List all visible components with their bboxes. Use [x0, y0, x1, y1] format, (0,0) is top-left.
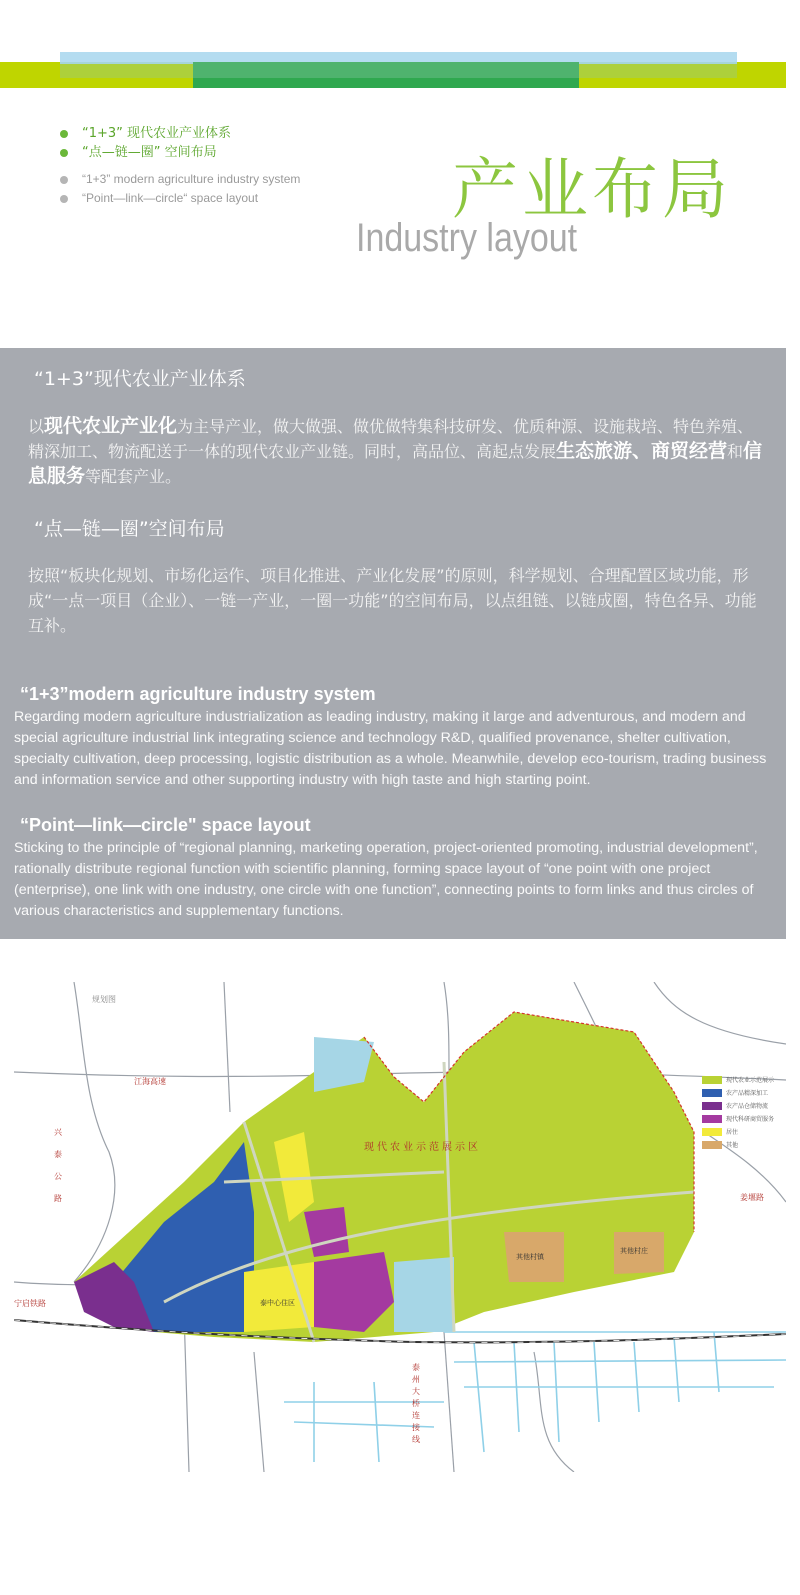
section-heading-cn-2: “点—链—圈”空间布局 — [34, 518, 225, 540]
section-heading-en-2: “Point—link—circle" space layout — [20, 815, 311, 835]
map-label-village-2: 其他村庄 — [620, 1247, 648, 1255]
bullet-icon — [60, 130, 68, 138]
info-panel — [0, 348, 786, 939]
section-body-en-2: Sticking to the principle of “regional planning, marketing operation, project-oriented promoting, industrial development”, rationally distribute regional function with scientific planning, forming space layout of “one point with one project (enterprise), one link with one industry, one circle with one function”, connecting points to form links and thus circles of various characteristics and supplementary functions. — [14, 840, 758, 919]
page-title-en: Industry layout — [356, 216, 578, 260]
legend-swatch — [702, 1128, 722, 1136]
page-title-cn: 产业布局 — [452, 151, 732, 228]
toc-item-cn-1[interactable]: “1+3” 现代农业产业体系 — [60, 124, 380, 143]
legend-item: 农产品精深加工 — [702, 1087, 786, 1099]
legend-swatch — [702, 1102, 722, 1110]
toc-item-en-1[interactable]: “1+3” modern agriculture industry system — [60, 170, 380, 189]
table-of-contents — [60, 124, 380, 208]
bullet-icon — [60, 195, 68, 203]
section-body-cn-2: 按照“板块化规划、市场化运作、项目化推进、产业化发展”的原则，科学规划、合理配置区域功能，形成“一点一项目（企业）、一链一产业，一圈一功能”的空间布局，以点组链、以链成圈，特色各异、功能互补。 — [28, 566, 757, 635]
map-label-town: 泰中心住区 — [260, 1299, 295, 1307]
map-label-road-right: 姜堰路 — [740, 1193, 764, 1202]
legend-swatch — [702, 1141, 722, 1149]
section-body-en-1: Regarding modern agriculture industrialization as leading industry, making it large and adventurous, and modern and special agriculture industrial link integrating science and technology R&D, qualified provenance, shelter cultivation, specialty cultivation, deep processing, logistic distribution as a whole. Meanwhile, develop eco-tourism, trading business and information service and other supporting industry with high taste and high starting point. — [14, 709, 767, 788]
map-label-road-north: 江海高速 — [134, 1077, 166, 1086]
legend-swatch — [702, 1115, 722, 1123]
bullet-icon — [60, 149, 68, 157]
legend-swatch — [702, 1089, 722, 1097]
toc-item-en-2[interactable]: “Point—link—circle“ space layout — [60, 189, 380, 208]
banner-overlay-strip — [60, 62, 737, 78]
section-heading-en-1: “1+3”modern agriculture industry system — [20, 684, 376, 704]
map-legend — [702, 1074, 786, 1152]
top-banner — [0, 52, 786, 89]
legend-item: 现代农业示范展示 — [702, 1074, 786, 1086]
toc-item-cn-2[interactable]: “点—链—圈” 空间布局 — [60, 143, 380, 162]
map-caption: 规划图 — [92, 995, 116, 1004]
map-graphic — [14, 982, 786, 1472]
legend-item: 居住 — [702, 1126, 786, 1138]
map-label-road-left: 兴泰公路 — [54, 1128, 62, 1203]
section-heading-cn-1: “1+3”现代农业产业体系 — [34, 368, 246, 390]
map-label-railway: 宁启铁路 — [14, 1299, 46, 1308]
planning-map — [14, 982, 786, 1472]
map-label-village-1: 其他村镇 — [516, 1253, 544, 1261]
legend-item: 其他 — [702, 1139, 786, 1151]
legend-swatch — [702, 1076, 722, 1084]
zone-water-1 — [394, 1257, 454, 1332]
section-body-cn-1: 以现代农业产业化为主导产业，做大做强、做优做特集科技研发、优质种源、设施栽培、特色养殖、精深加工、物流配送于一体的现代农业产业链。同时，高品位、高起点发展生态旅游、商贸经营和信息服务等配套产业。 — [28, 415, 763, 487]
zone-residential-1 — [244, 1262, 314, 1332]
legend-item: 现代科研商贸服务 — [702, 1113, 786, 1125]
bullet-icon — [60, 176, 68, 184]
map-label-bridge: 泰州大桥连接线 — [412, 1363, 420, 1444]
canal-network — [284, 1332, 786, 1462]
map-zone-label: 现代农业示范展示区 — [364, 1142, 481, 1153]
legend-item: 农产品仓储物流 — [702, 1100, 786, 1112]
